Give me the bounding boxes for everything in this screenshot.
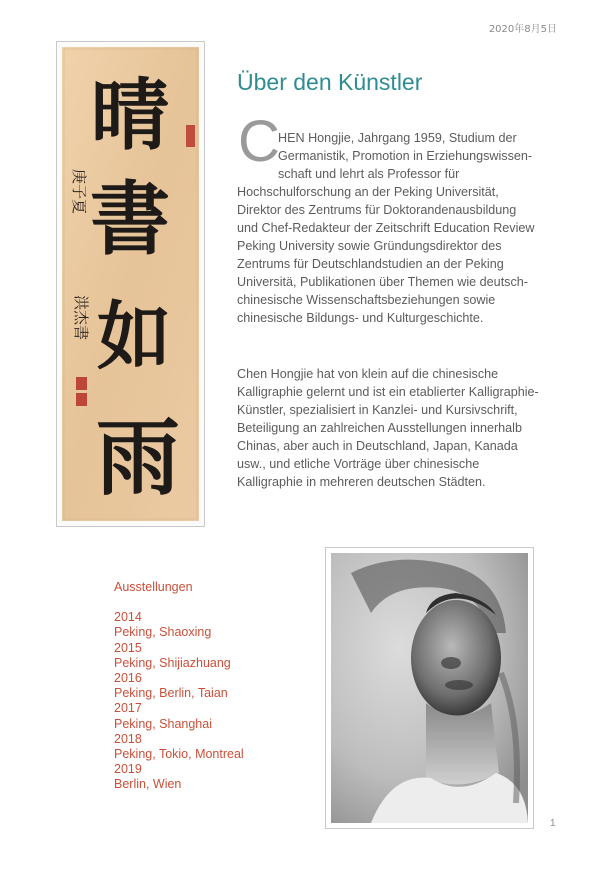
calligraphy-scroll-image <box>56 41 205 527</box>
red-seal-icon <box>76 377 87 390</box>
exhibition-year: 2017 <box>114 701 142 716</box>
bio-text-line: chinesische Wissenschaftsbeziehungen sowie <box>237 293 496 307</box>
exhibition-year: 2015 <box>114 640 142 655</box>
calligraphy-text-line: Künstler, spezialisiert in Kanzlei- und Kursivschrift, <box>237 403 518 417</box>
calligraphy-text-line: Beteiligung an zahlreichen Ausstellungen innerhalb <box>237 421 522 435</box>
exhibitions-list <box>114 580 244 793</box>
page-title: Über den Künstler <box>237 69 423 95</box>
exhibition-year: 2014 <box>114 610 142 625</box>
bio-text-line: Germanistik, Promotion in Erziehungswissen- <box>278 149 533 163</box>
page-number: 1 <box>550 818 556 829</box>
exhibition-year: 2019 <box>114 762 142 777</box>
bio-text-line: und Chef-Redakteur der Zeitschrift Education Review <box>237 221 535 235</box>
exhibition-year: 2016 <box>114 671 142 686</box>
portrait-image <box>331 553 528 823</box>
artist-portrait-photo <box>325 547 534 829</box>
drop-cap-letter: C <box>238 109 280 174</box>
red-seal-icon <box>76 393 87 406</box>
bio-text-line: chinesische Bildungs- und Kulturgeschichte. <box>237 311 484 325</box>
calligraphy-artwork <box>62 47 199 521</box>
bio-text-line: Direktor des Zentrums für Doktorandenausbildung <box>237 203 517 217</box>
exhibition-places: Peking, Shaoxing <box>114 625 212 640</box>
calligraphy-text-line: Kalligraphie gelernt und ist ein etablierter Kalligraphie- <box>237 385 539 399</box>
calligraphy-character: 雨 <box>95 408 181 507</box>
calligraphy-text-line: usw., und etliche Vorträge über chinesische <box>237 457 480 471</box>
bio-text-line: Zentrums für Deutschlandstudien an der Peking <box>237 257 504 271</box>
red-seal-icon <box>186 125 195 147</box>
calligraphy-character: 如 <box>97 294 171 380</box>
calligraphy-date-inscription: 庚子夏 <box>70 169 88 215</box>
calligraphy-text-line: Chen Hongjie hat von klein auf die chinesische <box>237 367 499 381</box>
bio-text-line: Hochschulforschung an der Peking Universität, <box>237 185 499 199</box>
calligraphy-text-line: Chinas, aber auch in Deutschland, Japan, Kanada <box>237 439 518 453</box>
exhibition-places: Peking, Shanghai <box>114 716 212 731</box>
calligraphy-text-line: Kalligraphie in mehreren deutschen Städten. <box>237 475 486 489</box>
calligraphy-character: 晴 <box>90 70 170 161</box>
exhibition-year: 2018 <box>114 731 142 746</box>
bio-text-line: Universitä, Publikationen über Themen wie deutsch- <box>237 275 528 289</box>
document-date: 2020年8月5日 <box>488 24 557 35</box>
exhibition-places: Peking, Berlin, Taian <box>114 686 228 701</box>
bio-text-line: schaft und lehrt als Professor für <box>278 167 460 181</box>
exhibition-places: Peking, Shijiazhuang <box>114 655 231 670</box>
exhibition-places: Berlin, Wien <box>114 777 182 792</box>
calligraphy-signature: 洪杰書 <box>72 295 90 341</box>
exhibition-places: Peking, Tokio, Montreal <box>114 747 244 762</box>
bio-text-line: Peking University sowie Gründungsdirektor des <box>237 239 502 253</box>
exhibitions-heading: Ausstellungen <box>114 580 193 594</box>
calligraphy-character: 書 <box>90 172 170 266</box>
bio-text-line: HEN Hongjie, Jahrgang 1959, Studium der <box>278 131 517 145</box>
